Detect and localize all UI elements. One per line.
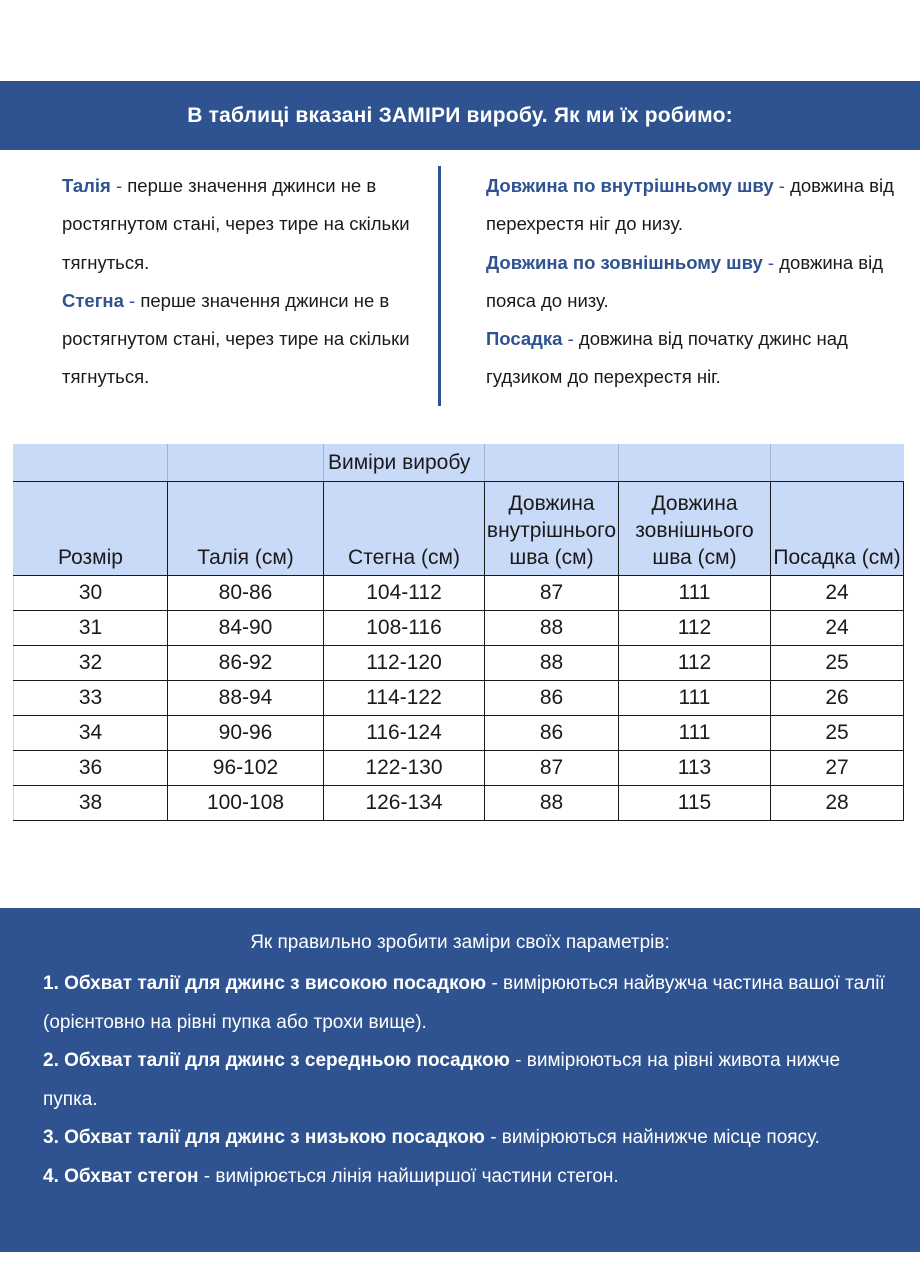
guide-list — [43, 965, 893, 1196]
cell-rise: 25 — [771, 646, 904, 681]
definition-inseam-text: довжина від перехрестя ніг до низу. — [486, 175, 894, 235]
header-rise: Посадка (см) — [771, 482, 904, 576]
cell-size: 38 — [14, 786, 168, 821]
guide-item-text: - вимірюються найвужча частина вашої талії (орієнтовно на рівні пупка або трохи вище). — [43, 973, 885, 1033]
cell-waist: 86-92 — [168, 646, 324, 681]
size-table — [13, 444, 904, 821]
term-waist: Талія — [62, 175, 111, 196]
guide-item-text: - вимірюються на рівні живота нижче пупка. — [43, 1050, 841, 1110]
term-waist-dash: - — [110, 175, 123, 196]
cell-outseam: 115 — [619, 786, 771, 821]
right-definitions — [486, 167, 896, 397]
cell-inseam: 88 — [485, 786, 619, 821]
cell-outseam: 112 — [619, 611, 771, 646]
cell-hips: 114-122 — [324, 681, 485, 716]
cell-hips: 122-130 — [324, 751, 485, 786]
cell-waist: 84-90 — [168, 611, 324, 646]
term-inseam-dash: - — [773, 175, 785, 196]
cell-rise: 25 — [771, 716, 904, 751]
cell-size: 32 — [14, 646, 168, 681]
banner-title: В таблиці вказані ЗАМІРИ виробу. Як ми їх робимо: — [187, 103, 733, 127]
cell-inseam: 86 — [485, 716, 619, 751]
cell-outseam: 112 — [619, 646, 771, 681]
table-title: Виміри виробу — [324, 445, 485, 482]
cell-rise: 26 — [771, 681, 904, 716]
cell-outseam: 111 — [619, 716, 771, 751]
definition-hips — [62, 282, 432, 397]
definition-waist-text: перше значення джинси не в ростягнутом стані, через тире на скільки тягнуться. — [62, 175, 410, 273]
left-definitions — [62, 167, 432, 397]
cell-waist: 100-108 — [168, 786, 324, 821]
cell-outseam: 113 — [619, 751, 771, 786]
cell-size: 31 — [14, 611, 168, 646]
term-hips-dash: - — [123, 289, 136, 311]
table-row — [14, 576, 904, 611]
term-hips: Стегна — [62, 289, 124, 311]
cell-size: 30 — [14, 576, 168, 611]
cell-inseam: 87 — [485, 576, 619, 611]
definition-waist — [62, 167, 432, 282]
cell-waist: 80-86 — [168, 576, 324, 611]
table-title-row — [14, 445, 904, 482]
cell-inseam: 87 — [485, 751, 619, 786]
table-title-spacer — [619, 445, 771, 482]
cell-waist: 90-96 — [168, 716, 324, 751]
table-header-row — [14, 482, 904, 576]
definition-outseam — [486, 244, 896, 321]
header-inseam: Довжина внутрішнього шва (см) — [485, 482, 619, 576]
table-row — [14, 646, 904, 681]
guide-item — [43, 965, 893, 1042]
guide-item-title: 4. Обхват стегон — [43, 1165, 199, 1187]
table-title-spacer — [14, 445, 168, 482]
term-outseam: Довжина по зовнішньому шву — [486, 251, 763, 273]
cell-rise: 27 — [771, 751, 904, 786]
guide-item-title: 3. Обхват талії для джинс з низькою посадкою — [43, 1127, 485, 1148]
table-row — [14, 751, 904, 786]
guide-item-text: - вимірюються найнижче місце поясу. — [484, 1127, 820, 1148]
definition-rise-text: довжина від початку джинс над гудзиком до перехрестя ніг. — [486, 328, 848, 388]
cell-waist: 96-102 — [168, 751, 324, 786]
guide-item-text: - вимірюється лінія найширшої частини стегон. — [198, 1165, 619, 1187]
cell-inseam: 86 — [485, 681, 619, 716]
cell-rise: 24 — [771, 611, 904, 646]
table-row — [14, 611, 904, 646]
cell-hips: 104-112 — [324, 576, 485, 611]
table-row — [14, 681, 904, 716]
table-title-spacer — [168, 445, 324, 482]
column-divider — [438, 166, 441, 406]
cell-hips: 112-120 — [324, 646, 485, 681]
definition-rise — [486, 320, 896, 397]
cell-outseam: 111 — [619, 576, 771, 611]
cell-hips: 126-134 — [324, 786, 485, 821]
cell-size: 33 — [14, 681, 168, 716]
header-waist: Талія (см) — [168, 482, 324, 576]
cell-hips: 108-116 — [324, 611, 485, 646]
header-hips: Стегна (см) — [324, 482, 485, 576]
cell-inseam: 88 — [485, 611, 619, 646]
term-inseam: Довжина по внутрішньому шву — [486, 175, 774, 196]
term-rise: Посадка — [486, 328, 563, 350]
table-row — [14, 786, 904, 821]
table-row — [14, 716, 904, 751]
cell-hips: 116-124 — [324, 716, 485, 751]
term-rise-dash: - — [562, 328, 574, 350]
cell-size: 36 — [14, 751, 168, 786]
guide-item — [43, 1119, 893, 1158]
header-outseam: Довжина зовнішнього шва (см) — [619, 482, 771, 576]
guide-item — [43, 1158, 893, 1197]
guide-item — [43, 1042, 893, 1119]
cell-rise: 24 — [771, 576, 904, 611]
cell-inseam: 88 — [485, 646, 619, 681]
term-outseam-dash: - — [762, 251, 775, 273]
definition-hips-text: перше значення джинси не в ростягнутом стані, через тире на скільки тягнуться. — [62, 289, 410, 388]
cell-rise: 28 — [771, 786, 904, 821]
header-banner — [0, 81, 920, 150]
table-title-spacer — [771, 445, 904, 482]
cell-size: 34 — [14, 716, 168, 751]
guide-intro: Як правильно зробити заміри своїх параметрів: — [250, 932, 670, 953]
cell-waist: 88-94 — [168, 681, 324, 716]
header-size: Розмір — [14, 482, 168, 576]
measurement-guide — [0, 908, 920, 1252]
guide-item-title: 2. Обхват талії для джинс з середньою посадкою — [43, 1050, 510, 1071]
table-title-spacer — [485, 445, 619, 482]
guide-item-title: 1. Обхват талії для джинс з високою посадкою — [43, 973, 487, 994]
definition-outseam-text: довжина від пояса до низу. — [486, 251, 884, 311]
definition-inseam — [486, 167, 896, 244]
cell-outseam: 111 — [619, 681, 771, 716]
